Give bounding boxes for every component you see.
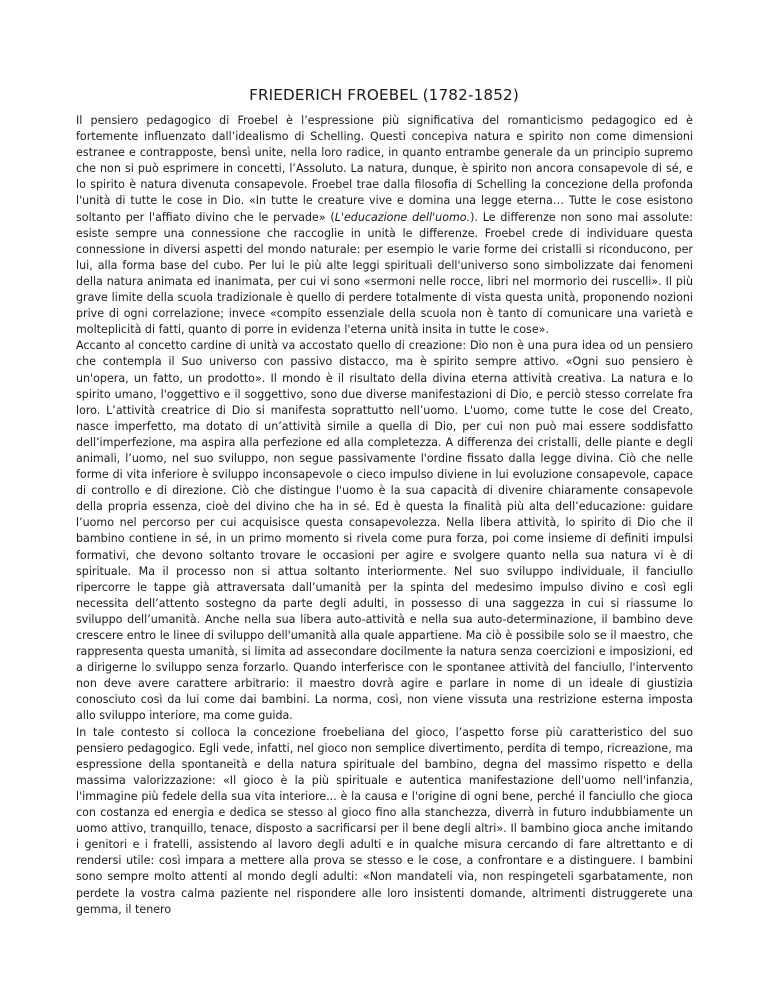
citation-title: L'educazione dell'uomo. [334, 210, 471, 224]
paragraph-text: Il pensiero pedagogico di Froebel è l’espressione più significativa del romanticismo pedagogico ed è fortemente influenzato dall’idealismo di Schelling. Questi concepiva natura e spirito non come dimensioni estranee e contrapposte, bensì unite, nella loro radice, in quanto entrambe generale da un principio supremo che non si può esprimere in concetti, l’Assoluto. La natura, dunque, è spirito non ancora consapevole di sé, e lo spirito è natura divenuta consapevole. Froebel trae dalla filosofia di Schelling la concezione della profonda l'unità di tutte le cose in Dio. «In tutte le creature vive e domina una legge eterna… Tutte le cose esistono soltanto per l'affiato divino che le pervade» ( [76, 114, 693, 224]
paragraph-text: ). Le differenze non sono mai assolute: esiste sempre una connessione che raccoglie in unità le differenze. Froebel crede di individuare questa connessione in diversi aspetti del mondo naturale: per esempio le varie forme dei cristalli si riconducono, per lui, alla forma base del cubo. Per lui le più alte leggi spirituali dell'universo sono simbolizzate dai fenomeni della natura animata ed inanimata, per cui vi sono «sermoni nelle rocce, libri nel mormorio dei ruscelli». Il più grave limite della scuola tradizionale è quello di perdere totalmente di vista questa unità, proponendo nozioni prive di ogni correlazione; invece «compito essenziale della scuola non è tanto di comunicare una varietà e molteplicità di fatti, quanto di porre in evidenza l'eterna unità insita in tutte le cose». [76, 210, 693, 337]
document-body [76, 113, 693, 918]
paragraph-play: In tale contesto si colloca la concezione froebeliana del gioco, l’aspetto forse più caratteristico del suo pensiero pedagogico. Egli vede, infatti, nel gioco non semplice divertimento, perdita di tempo, ricreazione, ma espressione della spontaneità e della natura spirituale del bambino, degna del massimo rispetto e della massima valorizzazione: «Il gioco è la più spirituale e autentica manifestazione dell'uomo nell'infanzia, l'immagine più fedele della sua vita interiore... è la causa e l'origine di ogni bene, perché il fanciullo che gioca con costanza ed energia e dedica se stesso al gioco fino alla stanchezza, diverrà in futuro indubbiamente un uomo attivo, tranquillo, tenace, disposto a sacrificarsi per il bene degli altri». Il bambino gioca anche imitando i genitori e i fratelli, assistendo al lavoro degli adulti e in qualche misura cercando di fare altrettanto e di rendersi utile: così impara a mettere alla prova se stesso e le cose, a confrontare e a distinguere. I bambini sono sempre molto attenti al mondo degli adulti: «Non mandateli via, non respingeteli sgarbatamente, non perdete la vostra calma paziente nel rispondere alle loro insistenti domande, altrimenti distruggerete una gemma, il tenero [76, 725, 693, 916]
paragraph-unity [76, 113, 693, 338]
paragraph-creation: Accanto al concetto cardine di unità va accostato quello di creazione: Dio non è una pura idea od un pensiero che contempla il Suo universo con passivo distacco, ma è spirito sempre attivo. «Ogni suo pensiero è un'opera, un fatto, un prodotto». Il mondo è il risultato della divina eterna attività creativa. La natura e lo spirito umano, l'oggettivo e il soggettivo, sono due diverse manifestazioni di Dio, e perciò stesso correlate fra loro. L’attività creatrice di Dio si manifesta soprattutto nell’uomo. L'uomo, come tutte le cose del Creato, nasce imperfetto, ma dotato di un’attività simile a quella di Dio, per cui non può mai essere soddisfatto dell’imperfezione, ma aspira alla perfezione ed alla completezza. A differenza dei cristalli, delle piante e degli animali, l’uomo, nel suo sviluppo, non segue passivamente l'ordine fissato dalla legge divina. Ciò che nelle forme di vita inferiore è sviluppo inconsapevole o cieco impulso diviene in lui evoluzione consapevole, capace di controllo e di direzione. Ciò che distingue l'uomo è la sua capacità di divenire chiaramente consapevole della propria essenza, cioè del divino che ha in sé. Ed è questa la finalità più alta dell’educazione: guidare l’uomo nel percorso per cui acquisisce questa consapevolezza. Nella libera attività, lo spirito di Dio che il bambino contiene in sé, in un primo momento si rivela come pura forza, poi come insieme di definiti impulsi formativi, che devono soltanto trovare le occasioni per agire e svolgere quanto nella sua natura vi è di spirituale. Ma il processo non si attua soltanto interiormente. Nel suo sviluppo individuale, il fanciullo ripercorre le tappe già attraversata dall’umanità per la spinta del medesimo impulso divino e così egli necessita dell’attento sostegno da parte degli adulti, in possesso di una saggezza in cui si riassume lo sviluppo dell’umanità. Anche nella sua libera auto-attività e nella sua auto-determinazione, il bambino deve crescere entro le linee di sviluppo dell'umanità alla quale appartiene. Ma ciò è possibile solo se il maestro, che rappresenta questa umanità, si limita ad assecondare docilmente la natura senza coercizioni e imposizioni, ed a dirigerne lo sviluppo senza forzarlo. Quando interferisce con le spontanee attività del fanciullo, l'intervento non deve avere carattere arbitrario: il maestro dovrà agire e parlare in nome di un ideale di giustizia conosciuto così da lui come dai bambini. La norma, così, non viene vissuta una restrizione esterna imposta allo sviluppo interiore, ma come guida. [76, 339, 693, 723]
document-title: FRIEDERICH FROEBEL (1782-1852) [249, 86, 519, 104]
